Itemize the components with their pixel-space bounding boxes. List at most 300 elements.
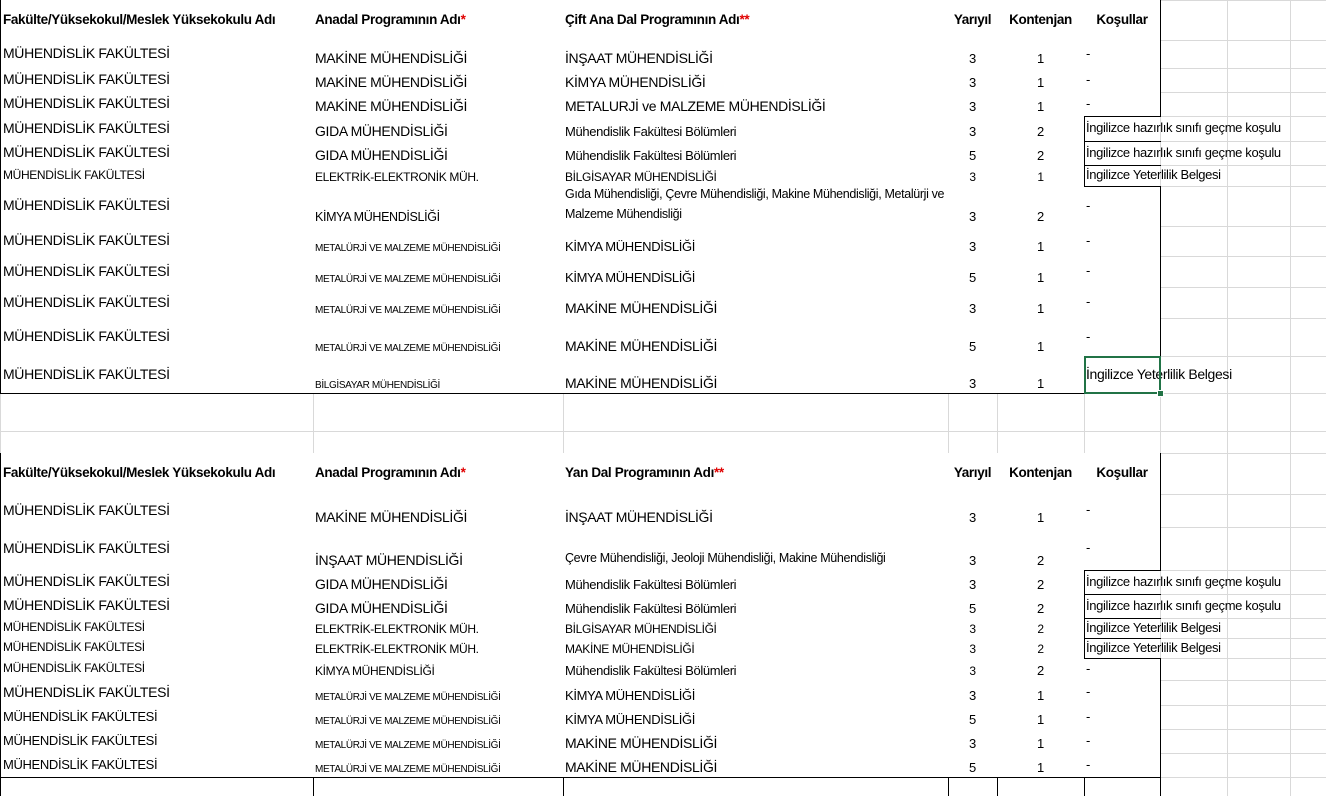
cell-text: - [1086, 328, 1090, 344]
cell-quota[interactable] [997, 318, 1085, 357]
cell-program[interactable] [563, 527, 949, 571]
cell-major[interactable] [313, 753, 564, 778]
required-mark: ** [713, 465, 724, 480]
cell-faculty[interactable] [0, 68, 314, 93]
cell-text: 3 [969, 622, 976, 636]
cell-major[interactable] [313, 594, 564, 619]
cell-quota[interactable] [997, 753, 1085, 778]
cell-quota[interactable] [997, 570, 1085, 595]
cell-program[interactable] [563, 618, 949, 639]
cell-text: 5 [969, 601, 976, 616]
cell-text: 5 [969, 712, 976, 727]
cell-program[interactable] [563, 68, 949, 93]
cell-text: METALÜRJİ VE MALZEME MÜHENDİSLİĞİ [315, 692, 501, 703]
cell-quota[interactable] [997, 40, 1085, 69]
cell-text: Mühendislik Fakültesi Bölümleri [565, 601, 737, 616]
gridline [1084, 393, 1085, 453]
cell-text: - [1086, 95, 1090, 111]
cell-text: MAKİNE MÜHENDİSLİĞİ [565, 300, 718, 316]
cell-text: MAKİNE MÜHENDİSLİĞİ [565, 642, 695, 656]
cell-text: 3 [969, 99, 976, 114]
cell-conditions[interactable] [1084, 527, 1161, 571]
cell-program[interactable] [563, 141, 949, 166]
cell-text: MAKİNE MÜHENDİSLİĞİ [315, 98, 468, 114]
required-mark: * [460, 11, 466, 27]
cell-text: METALÜRJİ VE MALZEME MÜHENDİSLİĞİ [315, 305, 501, 316]
cell-text: 5 [969, 270, 976, 285]
cell-faculty[interactable] [0, 527, 314, 571]
cell-faculty[interactable] [0, 753, 314, 778]
cell-faculty[interactable] [0, 226, 314, 257]
gridline [1290, 0, 1291, 796]
cell-text: 1 [1037, 75, 1044, 90]
cell-text: MAKİNE MÜHENDİSLİĞİ [565, 735, 718, 751]
gridline [0, 431, 1326, 432]
cell-faculty[interactable] [0, 186, 314, 227]
cell-text: MÜHENDİSLİK FAKÜLTESİ [3, 365, 170, 382]
cell-faculty[interactable] [0, 318, 314, 357]
cell-semester[interactable] [948, 226, 998, 257]
required-mark: ** [739, 11, 750, 27]
cell-semester[interactable] [948, 618, 998, 639]
cell-text: 1 [1037, 736, 1044, 751]
cell-text: İngilizce Yeterlilik Belgesi [1086, 639, 1221, 655]
gridline [313, 393, 314, 453]
cell-text: - [1086, 502, 1090, 517]
cell-conditions[interactable] [1084, 753, 1161, 778]
cell-program[interactable] [563, 356, 949, 394]
column-header-program[interactable] [563, 453, 949, 495]
cell-conditions[interactable] [1084, 116, 1281, 142]
cell-text: 2 [1037, 577, 1044, 592]
cell-text: Çevre Mühendisliği, Jeoloji Mühendisliği, Makine Mühendisliği [565, 551, 886, 565]
cell-text: - [1086, 45, 1090, 61]
cell-semester[interactable] [948, 570, 998, 595]
cell-text: 3 [969, 170, 976, 184]
cell-text: MÜHENDİSLİK FAKÜLTESİ [3, 708, 158, 724]
cell-text: METALÜRJİ VE MALZEME MÜHENDİSLİĞİ [315, 274, 501, 285]
cell-program[interactable] [563, 226, 949, 257]
cell-conditions[interactable] [1084, 570, 1281, 595]
cell-major[interactable] [313, 226, 564, 257]
cell-text: ELEKTRİK-ELEKTRONİK MÜH. [315, 170, 479, 184]
cell-text: MÜHENDİSLİK FAKÜLTESİ [3, 167, 145, 182]
cell-conditions[interactable] [1084, 638, 1221, 659]
cell-text: METALÜRJİ VE MALZEME MÜHENDİSLİĞİ [315, 740, 501, 751]
cell-text: MÜHENDİSLİK FAKÜLTESİ [3, 262, 170, 279]
cell-semester[interactable] [948, 165, 998, 187]
cell-semester[interactable] [948, 318, 998, 357]
cell-text: METALÜRJİ VE MALZEME MÜHENDİSLİĞİ [315, 764, 501, 775]
header-label: Yarıyıl [953, 465, 992, 480]
cell-faculty[interactable] [0, 116, 314, 142]
cell-quota[interactable] [997, 287, 1085, 319]
cell-major[interactable] [313, 527, 564, 571]
cell-quota[interactable] [997, 680, 1085, 706]
cell-text: Mühendislik Fakültesi Bölümleri [565, 663, 737, 678]
cell-quota[interactable] [997, 618, 1085, 639]
cell-major[interactable] [313, 618, 564, 639]
cell-text: ELEKTRİK-ELEKTRONİK MÜH. [315, 642, 479, 656]
cell-text: 1 [1037, 760, 1044, 775]
cell-text: Mühendislik Fakültesi Bölümleri [565, 148, 737, 163]
cell-program[interactable] [563, 570, 949, 595]
cell-major[interactable] [313, 570, 564, 595]
cell-text: MÜHENDİSLİK FAKÜLTESİ [3, 144, 170, 160]
cell-program[interactable] [563, 116, 949, 142]
cell-faculty[interactable] [0, 141, 314, 166]
cell-conditions[interactable] [1084, 594, 1281, 619]
cell-faculty[interactable] [0, 92, 314, 117]
cell-text: MÜHENDİSLİK FAKÜLTESİ [3, 756, 158, 772]
cell-semester[interactable] [948, 92, 998, 117]
cell-conditions[interactable] [1084, 658, 1161, 681]
header-label: Yan Dal Programının Adı [565, 465, 714, 480]
cell-text: MÜHENDİSLİK FAKÜLTESİ [3, 597, 170, 613]
gridline [997, 393, 998, 453]
cell-text: 1 [1037, 712, 1044, 727]
cell-text: İngilizce hazırlık sınıfı geçme koşulu [1086, 597, 1281, 613]
cell-program[interactable] [563, 256, 949, 288]
cell-text: 1 [1037, 339, 1044, 354]
cell-text: 3 [969, 301, 976, 316]
cell-text: 1 [1037, 301, 1044, 316]
cell-quota[interactable] [997, 356, 1085, 394]
cell-text: MÜHENDİSLİK FAKÜLTESİ [3, 293, 170, 310]
cell-conditions[interactable] [1084, 186, 1161, 227]
column-border [563, 777, 564, 796]
cell-major[interactable] [313, 729, 564, 754]
cell-text: 3 [969, 736, 976, 751]
cell-conditions[interactable] [1084, 494, 1161, 528]
cell-program[interactable] [563, 92, 949, 117]
cell-quota[interactable] [997, 116, 1085, 142]
cell-text: İngilizce Yeterlilik Belgesi [1086, 365, 1232, 382]
column-header-major[interactable] [313, 0, 564, 41]
cell-major[interactable] [313, 165, 564, 187]
cell-text: - [1086, 540, 1090, 555]
cell-text: 2 [1037, 622, 1044, 636]
cell-program[interactable] [563, 658, 949, 681]
cell-text: MÜHENDİSLİK FAKÜLTESİ [3, 95, 170, 111]
cell-faculty[interactable] [0, 256, 314, 288]
cell-semester[interactable] [948, 594, 998, 619]
column-header-semester[interactable] [948, 0, 998, 41]
cell-text: 3 [969, 239, 976, 254]
cell-semester[interactable] [948, 356, 998, 394]
cell-semester[interactable] [948, 527, 998, 571]
gridline [0, 393, 1, 453]
cell-semester[interactable] [948, 638, 998, 659]
cell-text: 2 [1037, 124, 1044, 139]
column-border [0, 777, 1, 796]
cell-text: 2 [1037, 642, 1044, 656]
cell-faculty[interactable] [0, 638, 314, 659]
fill-handle[interactable] [1157, 390, 1164, 397]
gridline [948, 393, 949, 453]
cell-conditions[interactable] [1084, 92, 1161, 117]
cell-text: 1 [1037, 270, 1044, 285]
cell-text: - [1086, 660, 1090, 676]
cell-major[interactable] [313, 680, 564, 706]
gridline [563, 393, 564, 453]
cell-text: 3 [969, 642, 976, 656]
column-header-program[interactable] [563, 0, 949, 41]
cell-semester[interactable] [948, 68, 998, 93]
cell-text: 1 [1037, 239, 1044, 254]
cell-text: MÜHENDİSLİK FAKÜLTESİ [3, 640, 145, 654]
cell-faculty[interactable] [0, 356, 314, 394]
cell-text: 1 [1037, 688, 1044, 703]
cell-text: - [1086, 684, 1090, 699]
cell-quota[interactable] [997, 226, 1085, 257]
cell-text: İngilizce hazırlık sınıfı geçme koşulu [1086, 573, 1281, 589]
cell-text: MAKİNE MÜHENDİSLİĞİ [565, 338, 718, 354]
cell-faculty[interactable] [0, 658, 314, 681]
cell-text: - [1086, 294, 1090, 309]
cell-text: METALURJİ ve MALZEME MÜHENDİSLİĞİ [565, 98, 826, 114]
cell-program[interactable] [563, 318, 949, 357]
column-header-conditions[interactable] [1084, 0, 1161, 41]
cell-conditions[interactable] [1084, 287, 1161, 319]
cell-quota[interactable] [997, 494, 1085, 528]
cell-text: METALÜRJİ VE MALZEME MÜHENDİSLİĞİ [315, 343, 501, 354]
cell-text: - [1086, 197, 1090, 213]
cell-semester[interactable] [948, 494, 998, 528]
cell-text: KİMYA MÜHENDİSLİĞİ [565, 688, 695, 703]
cell-program[interactable] [563, 705, 949, 730]
cell-text: MÜHENDİSLİK FAKÜLTESİ [3, 683, 170, 700]
cell-text: 3 [969, 688, 976, 703]
cell-quota[interactable] [997, 256, 1085, 288]
cell-text: 3 [969, 75, 976, 90]
cell-semester[interactable] [948, 141, 998, 166]
cell-faculty[interactable] [0, 618, 314, 639]
cell-text: - [1086, 708, 1090, 724]
cell-conditions[interactable] [1084, 705, 1161, 730]
cell-program[interactable] [563, 186, 949, 227]
cell-text: 3 [969, 553, 976, 568]
cell-text: 5 [969, 760, 976, 775]
cell-text: 3 [969, 577, 976, 592]
cell-semester[interactable] [948, 186, 998, 227]
cell-major[interactable] [313, 705, 564, 730]
cell-text: 2 [1037, 663, 1044, 678]
cell-text: - [1086, 263, 1090, 278]
cell-major[interactable] [313, 658, 564, 681]
column-header-conditions[interactable] [1084, 453, 1161, 495]
cell-text: MÜHENDİSLİK FAKÜLTESİ [3, 732, 158, 748]
cell-faculty[interactable] [0, 40, 314, 69]
cell-text: Gıda Mühendisliği, Çevre Mühendisliği, Makine Mühendisliği, Metalürji ve Malzeme Mühendisliği [565, 187, 945, 221]
cell-program[interactable] [563, 40, 949, 69]
cell-text: 3 [969, 510, 976, 525]
cell-conditions[interactable] [1084, 618, 1221, 639]
cell-faculty[interactable] [0, 287, 314, 319]
cell-text: 5 [969, 339, 976, 354]
cell-text: İNŞAAT MÜHENDİSLİĞİ [315, 552, 463, 568]
cell-program[interactable] [563, 680, 949, 706]
cell-faculty[interactable] [0, 594, 314, 619]
cell-text: 3 [969, 51, 976, 66]
header-label: Yarıyıl [953, 11, 992, 27]
header-label: Fakülte/Yüksekokul/Meslek Yüksekokulu Adı [3, 11, 276, 27]
cell-text: İNŞAAT MÜHENDİSLİĞİ [565, 50, 713, 66]
cell-text: BİLGİSAYAR MÜHENDİSLİĞİ [565, 170, 717, 184]
cell-quota[interactable] [997, 658, 1085, 681]
cell-text: 2 [1037, 601, 1044, 616]
column-border [997, 777, 998, 796]
cell-major[interactable] [313, 638, 564, 659]
cell-quota[interactable] [997, 68, 1085, 93]
cell-semester[interactable] [948, 658, 998, 681]
cell-text: - [1086, 732, 1090, 748]
required-mark: * [460, 465, 466, 480]
cell-text: MAKİNE MÜHENDİSLİĞİ [565, 375, 718, 391]
cell-major[interactable] [313, 186, 564, 227]
cell-conditions[interactable] [1084, 256, 1161, 288]
cell-conditions[interactable] [1084, 226, 1161, 257]
cell-semester[interactable] [948, 753, 998, 778]
cell-text: MÜHENDİSLİK FAKÜLTESİ [3, 573, 170, 589]
cell-semester[interactable] [948, 256, 998, 288]
cell-text: ELEKTRİK-ELEKTRONİK MÜH. [315, 622, 479, 636]
cell-text: MÜHENDİSLİK FAKÜLTESİ [3, 71, 170, 87]
cell-quota[interactable] [997, 729, 1085, 754]
cell-text: KİMYA MÜHENDİSLİĞİ [565, 74, 706, 90]
column-header-quota[interactable] [997, 453, 1085, 495]
cell-text: İNŞAAT MÜHENDİSLİĞİ [565, 509, 713, 525]
column-header-faculty[interactable] [0, 0, 314, 41]
cell-faculty[interactable] [0, 165, 314, 187]
cell-semester[interactable] [948, 680, 998, 706]
cell-semester[interactable] [948, 287, 998, 319]
cell-text: 1 [1037, 51, 1044, 66]
cell-quota[interactable] [997, 141, 1085, 166]
cell-conditions[interactable] [1084, 729, 1161, 754]
cell-text: - [1086, 71, 1090, 87]
cell-major[interactable] [313, 494, 564, 528]
column-header-semester[interactable] [948, 453, 998, 495]
cell-conditions[interactable] [1084, 680, 1161, 706]
cell-text: İngilizce hazırlık sınıfı geçme koşulu [1086, 144, 1281, 160]
cell-text: BİLGİSAYAR MÜHENDİSLİĞİ [565, 622, 717, 636]
cell-conditions[interactable] [1084, 318, 1161, 357]
cell-text: İngilizce Yeterlilik Belgesi [1086, 167, 1221, 182]
cell-conditions[interactable] [1084, 141, 1281, 166]
column-border [948, 777, 949, 796]
cell-text: 1 [1037, 510, 1044, 525]
cell-faculty[interactable] [0, 570, 314, 595]
header-label: Kontenjan [1009, 11, 1072, 27]
cell-text: KİMYA MÜHENDİSLİĞİ [565, 239, 695, 254]
cell-text: KİMYA MÜHENDİSLİĞİ [315, 664, 435, 678]
cell-text: MAKİNE MÜHENDİSLİĞİ [565, 759, 718, 775]
column-header-major[interactable] [313, 453, 564, 495]
cell-major[interactable] [313, 356, 564, 394]
cell-faculty[interactable] [0, 705, 314, 730]
cell-conditions[interactable] [1084, 40, 1161, 69]
cell-quota[interactable] [997, 638, 1085, 659]
cell-text: BİLGİSAYAR MÜHENDİSLİĞİ [315, 380, 440, 391]
column-border [313, 777, 314, 796]
cell-text: 3 [969, 209, 976, 224]
cell-semester[interactable] [948, 40, 998, 69]
cell-major[interactable] [313, 116, 564, 142]
cell-text: 3 [969, 124, 976, 139]
cell-text: 3 [969, 664, 976, 678]
cell-text: METALÜRJİ VE MALZEME MÜHENDİSLİĞİ [315, 716, 501, 727]
cell-quota[interactable] [997, 186, 1085, 227]
cell-quota[interactable] [997, 165, 1085, 187]
cell-major[interactable] [313, 68, 564, 93]
cell-major[interactable] [313, 92, 564, 117]
cell-faculty[interactable] [0, 729, 314, 754]
header-label: Anadal Programının Adı [315, 465, 461, 480]
cell-program[interactable] [563, 287, 949, 319]
cell-text: 1 [1037, 170, 1044, 184]
cell-text: MÜHENDİSLİK FAKÜLTESİ [3, 661, 145, 675]
cell-semester[interactable] [948, 705, 998, 730]
cell-semester[interactable] [948, 729, 998, 754]
cell-text: MÜHENDİSLİK FAKÜLTESİ [3, 45, 170, 61]
cell-text: MÜHENDİSLİK FAKÜLTESİ [3, 232, 170, 248]
cell-quota[interactable] [997, 705, 1085, 730]
header-label: Koşullar [1096, 465, 1148, 480]
cell-text: MÜHENDİSLİK FAKÜLTESİ [3, 620, 145, 634]
cell-semester[interactable] [948, 116, 998, 142]
cell-conditions[interactable] [1084, 165, 1221, 187]
cell-text: MÜHENDİSLİK FAKÜLTESİ [3, 501, 170, 518]
cell-text: MÜHENDİSLİK FAKÜLTESİ [3, 539, 170, 556]
cell-text: 1 [1037, 99, 1044, 114]
cell-text: Mühendislik Fakültesi Bölümleri [565, 124, 737, 139]
cell-text: GIDA MÜHENDİSLİĞİ [315, 123, 448, 139]
cell-major[interactable] [313, 318, 564, 357]
cell-conditions[interactable] [1084, 68, 1161, 93]
cell-program[interactable] [563, 753, 949, 778]
cell-major[interactable] [313, 141, 564, 166]
cell-program[interactable] [563, 638, 949, 659]
cell-major[interactable] [313, 40, 564, 69]
column-header-quota[interactable] [997, 0, 1085, 41]
cell-faculty[interactable] [0, 494, 314, 528]
cell-text: KİMYA MÜHENDİSLİĞİ [565, 712, 695, 727]
header-label: Kontenjan [1009, 465, 1072, 480]
cell-faculty[interactable] [0, 680, 314, 706]
cell-text: 1 [1037, 376, 1044, 391]
cell-major[interactable] [313, 256, 564, 288]
cell-program[interactable] [563, 594, 949, 619]
cell-text: 2 [1037, 148, 1044, 163]
cell-text: KİMYA MÜHENDİSLİĞİ [565, 270, 695, 285]
cell-text: MAKİNE MÜHENDİSLİĞİ [315, 509, 468, 525]
cell-major[interactable] [313, 287, 564, 319]
cell-text: - [1086, 756, 1090, 772]
cell-quota[interactable] [997, 527, 1085, 571]
cell-program[interactable] [563, 729, 949, 754]
cell-program[interactable] [563, 494, 949, 528]
cell-quota[interactable] [997, 92, 1085, 117]
cell-conditions[interactable] [1084, 356, 1232, 394]
cell-text: MÜHENDİSLİK FAKÜLTESİ [3, 119, 170, 136]
column-header-faculty[interactable] [0, 453, 314, 495]
header-label: Çift Ana Dal Programının Adı [565, 11, 740, 27]
cell-text: KİMYA MÜHENDİSLİĞİ [315, 210, 440, 224]
cell-text: İngilizce hazırlık sınıfı geçme koşulu [1086, 120, 1281, 135]
cell-quota[interactable] [997, 594, 1085, 619]
cell-text: GIDA MÜHENDİSLİĞİ [315, 600, 448, 616]
